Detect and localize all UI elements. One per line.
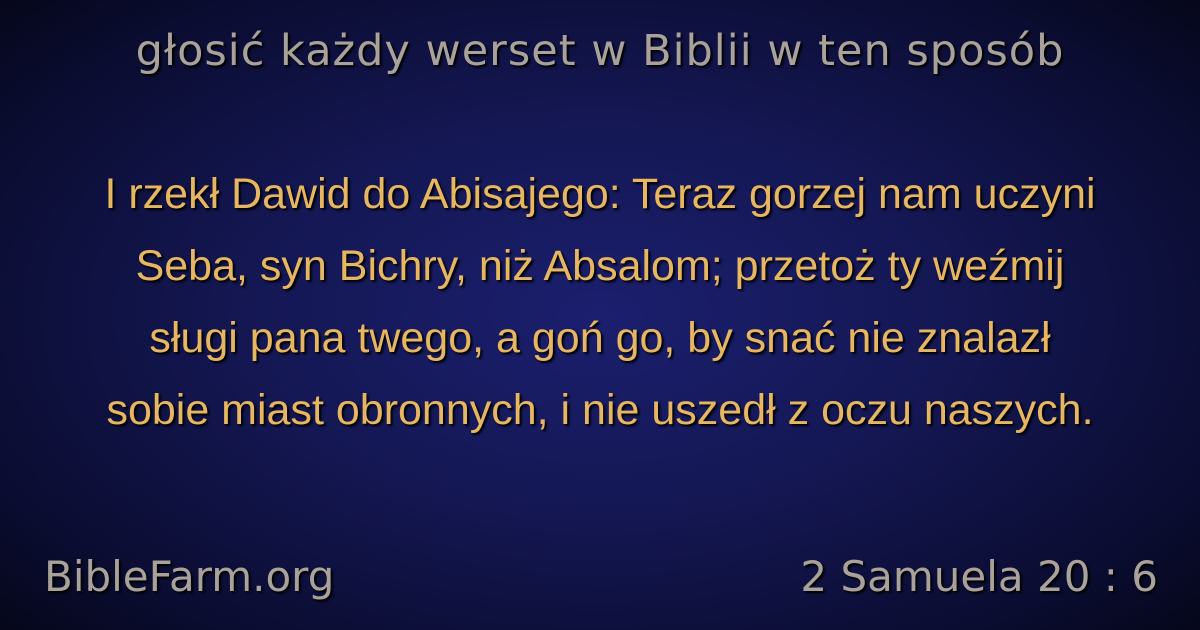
verse-line: sobie miast obronnych, i nie uszedł z oczu naszych. [106,386,1094,434]
verse-reference: 2 Samuela 20 : 6 [800,552,1158,601]
verse-line: Seba, syn Bichry, niż Absalom; przetoż ty weźmij [135,242,1065,290]
verse-line: sługi pana twego, a goń go, by snać nie znalazł [149,314,1051,362]
verse-line: I rzekł Dawid do Abisajego: Teraz gorzej nam uczyni [104,170,1096,218]
tagline: głosić każdy werset w Biblii w ten sposób [135,26,1065,76]
site-name: BibleFarm.org [44,552,335,601]
verse-text [40,158,1160,446]
